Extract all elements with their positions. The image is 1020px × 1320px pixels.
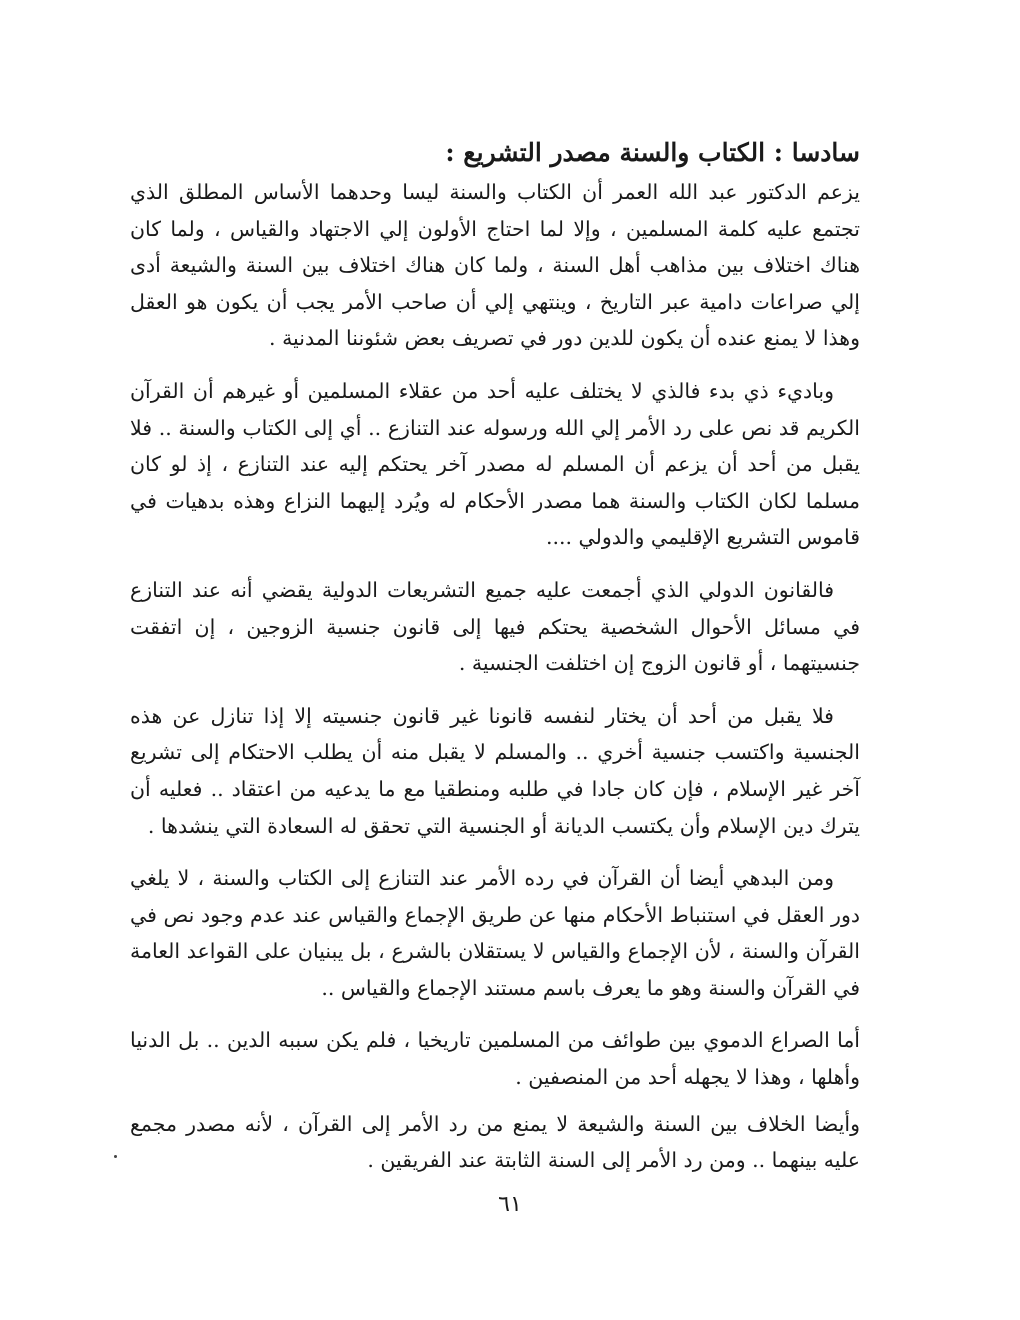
document-body	[130, 136, 860, 1195]
paragraph-6: أما الصراع الدموي بين طوائف من المسلمين تاريخيا ، فلم يكن سببه الدين .. بل الدنيا وأهلها ، وهذا لا يجهله أحد من المنصفين .	[130, 1028, 860, 1090]
paragraph-5: ومن البدهي أيضا أن القرآن في رده الأمر عند التنازع إلى الكتاب والسنة ، لا يلغي دور العقل في استنباط الأحكام منها عن طريق الإجماع والقياس عند عدم وجود نص في القرآن والسنة ، لأن الإجماع والقياس لا يستقلان بالشرع ، بل يبنيان على القواعد العامة في القرآن والسنة وهو ما يعرف باسم مستند الإجماع والقياس ..	[130, 866, 860, 1000]
section-heading: سادسا : الكتاب والسنة مصدر التشريع :	[445, 138, 860, 167]
page-number: ٦١	[498, 1192, 522, 1217]
stray-dot-mark	[114, 1155, 117, 1158]
paragraph-2: وباديء ذي بدء فالذي لا يختلف عليه أحد من عقلاء المسلمين أو غيرهم أن القرآن الكريم قد نص على رد الأمر إلي الله ورسوله عند التنازع .. أي إلى الكتاب والسنة .. فلا يقبل من أحد أن يزعم أن المسلم له مصدر آخر يحتكم إليه عند التنازع ، إذ لو كان مسلما لكان الكتاب والسنة هما مصدر الأحكام له ويُرد إليهما النزاع وهذه بدهيات في قاموس التشريع الإقليمي والدولي ....	[130, 378, 860, 550]
paragraph-7: وأيضا الخلاف بين السنة والشيعة لا يمنع من رد الأمر إلى القرآن ، لأنه مصدر مجمع عليه بينهما .. ومن رد الأمر إلى السنة الثابتة عند الفريقين .	[130, 1111, 860, 1173]
paragraph-4: فلا يقبل من أحد أن يختار لنفسه قانونا غير قانون جنسيته إلا إذا تنازل عن هذه الجنسية واكتسب جنسية أخري .. والمسلم لا يقبل منه أن يطلب الاحتكام إلى تشريع آخر غير الإسلام ، فإن كان جادا في طلبه ومنطقيا مع ما يدعيه من اعتقاد .. فعليه أن يترك دين الإسلام وأن يكتسب الديانة أو الجنسية التي تحقق له السعادة التي ينشدها .	[130, 703, 860, 838]
paragraph-3: فالقانون الدولي الذي أجمعت عليه جميع التشريعات الدولية يقضي أنه عند التنازع في مسائل الأحوال الشخصية يحتكم فيها إلى قانون جنسية الزوجين ، إن اتفقت جنسيتهما ، أو قانون الزوج إن اختلفت الجنسية .	[130, 577, 860, 676]
paragraph-1: يزعم الدكتور عبد الله العمر أن الكتاب والسنة ليسا وحدهما الأساس المطلق الذي تجتمع عليه كلمة المسلمين ، وإلا لما احتاج الأولون إلي الاجتهاد والقياس ، ولما كان هناك اختلاف بين مذاهب أهل السنة ، ولما كان هناك اختلاف بين السنة والشيعة أدى إلي صراعات دامية عبر التاريخ ، وينتهي إلي أن صاحب الأمر يجب أن يكون هو العقل وهذا لا يمنع عنده أن يكون للدين دور في تصريف بعض شئوننا المدنية .	[130, 180, 860, 351]
